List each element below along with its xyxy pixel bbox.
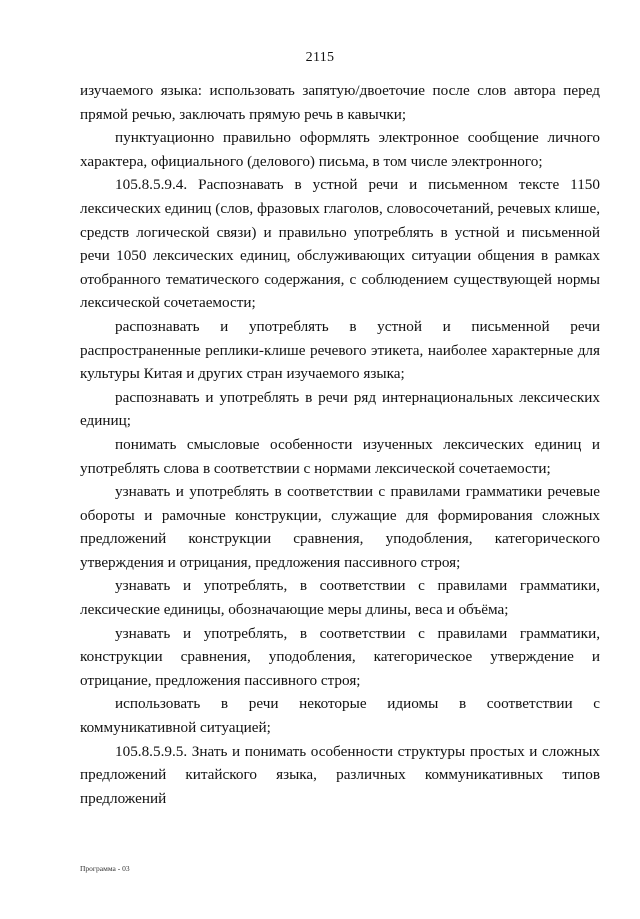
paragraph: 105.8.5.9.4. Распознавать в устной речи и письменном тексте 1150 лексических единиц (слов, фразовых глаголов, словосочетаний, речевых клише, средств логической связи) и правильно употреблять в устной и письменной речи 1050 лексических единиц, обслуживающих ситуации общения в рамках отобранного тематического содержания, с соблюдением существующей нормы лексической сочетаемости; — [80, 176, 600, 312]
paragraph: изучаемого языка: использовать запятую/двоеточие после слов автора перед прямой речью, заключать прямую речь в кавычки; — [80, 82, 600, 123]
paragraph: распознавать и употреблять в речи ряд интернациональных лексических единиц; — [80, 388, 600, 430]
paragraph: понимать смысловые особенности изученных лексических единиц и употреблять слова в соответствии с нормами лексической сочетаемости; — [80, 435, 600, 477]
paragraph: использовать в речи некоторые идиомы в соответствии с коммуникативной ситуацией; — [80, 695, 600, 737]
paragraph: распознавать и употреблять в устной и письменной речи распространенные реплики-клише речевого этикета, наиболее характерные для культуры Китая и других стран изучаемого языка; — [80, 317, 600, 383]
document-body — [80, 79, 600, 810]
paragraph: 105.8.5.9.5. Знать и понимать особенности структуры простых и сложных предложений китайского языка, различных коммуникативных типов предложений — [80, 742, 600, 807]
page-number: 2115 — [305, 50, 335, 65]
paragraph: пунктуационно правильно оформлять электронное сообщение личного характера, официального (делового) письма, в том числе электронного; — [80, 129, 600, 170]
paragraph: узнавать и употреблять, в соответствии с правилами грамматики, лексические единицы, обозначающие меры длины, веса и объёма; — [80, 577, 600, 619]
paragraph: узнавать и употреблять, в соответствии с правилами грамматики, конструкции сравнения, уподобления, категорическое утверждение и отрицание, предложения пассивного строя; — [80, 624, 600, 689]
page-footer: Программа - 03 — [80, 864, 130, 873]
paragraph: узнавать и употреблять в соответствии с правилами грамматики речевые обороты и рамочные конструкции, служащие для формирования сложных предложений конструкции сравнения, уподобления, категорического утверждения и отрицания, предложения пассивного строя; — [80, 483, 600, 571]
